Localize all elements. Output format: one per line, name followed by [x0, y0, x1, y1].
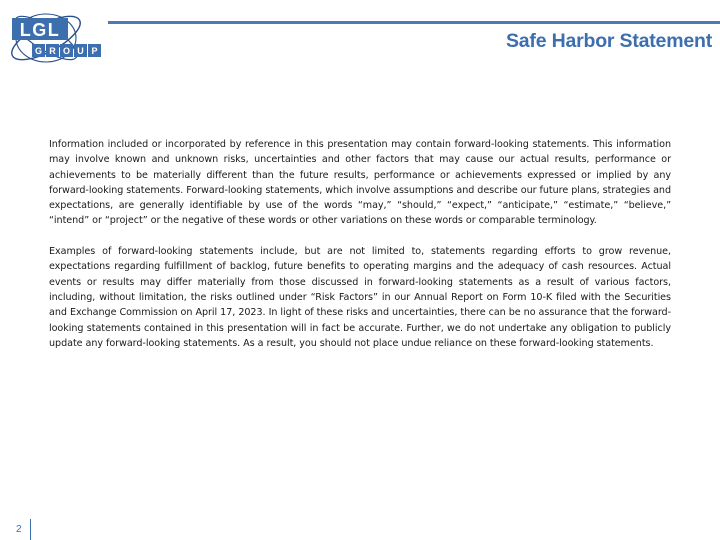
header-rule [108, 21, 720, 24]
safe-harbor-body [49, 137, 671, 366]
logo-letter: R [49, 46, 56, 56]
logo-lgl-text: LGL [19, 20, 61, 40]
paragraph-forward-looking-examples: Examples of forward-looking statements include, but are not limited to, statements regarding efforts to grow revenue, expectations regarding fulfillment of backlog, future benefits to operating margins and the adequacy of cash resources. Actual events or results may differ materially from those discussed in forward-looking statements as a result of various factors, including, without limitation, the risks outlined under “Risk Factors” in our Annual Report on Form 10-K filed with the Securities and Exchange Commission on April 17, 2023. In light of these risks and uncertainties, there can be no assurance that the forward-looking statements contained in this presentation will in fact be accurate. Further, we do not undertake any obligation to publicly update any forward-looking statements. As a result, you should not place undue reliance on these forward-looking statements. [49, 246, 671, 349]
footer-divider [30, 519, 31, 540]
page-number: 2 [16, 524, 22, 535]
logo-group-letters [32, 44, 101, 57]
page-title: Safe Harbor Statement [505, 30, 712, 52]
lgl-group-logo [6, 4, 106, 70]
logo-letter: G [34, 46, 43, 56]
logo-letter: P [91, 46, 98, 56]
paragraph-forward-looking-definition: Information included or incorporated by reference in this presentation may contain forward-looking statements. This information may involve known and unknown risks, uncertainties and other factors that may cause our actual results, performance or achievements to be materially different than the future results, performance or achievements expressed or implied by any forward-looking statements. Forward-looking statements, which involve assumptions and describe our future plans, strategies and expectations, are generally identifiable by use of the words “may,” “should,” “expect,” “anticipate,” “estimate,” “believe,” “intend” or “project” or the negative of these words or other variations on these words or comparable terminology. [49, 139, 671, 227]
logo-letter: U [77, 46, 84, 56]
logo-letter: O [62, 46, 71, 56]
